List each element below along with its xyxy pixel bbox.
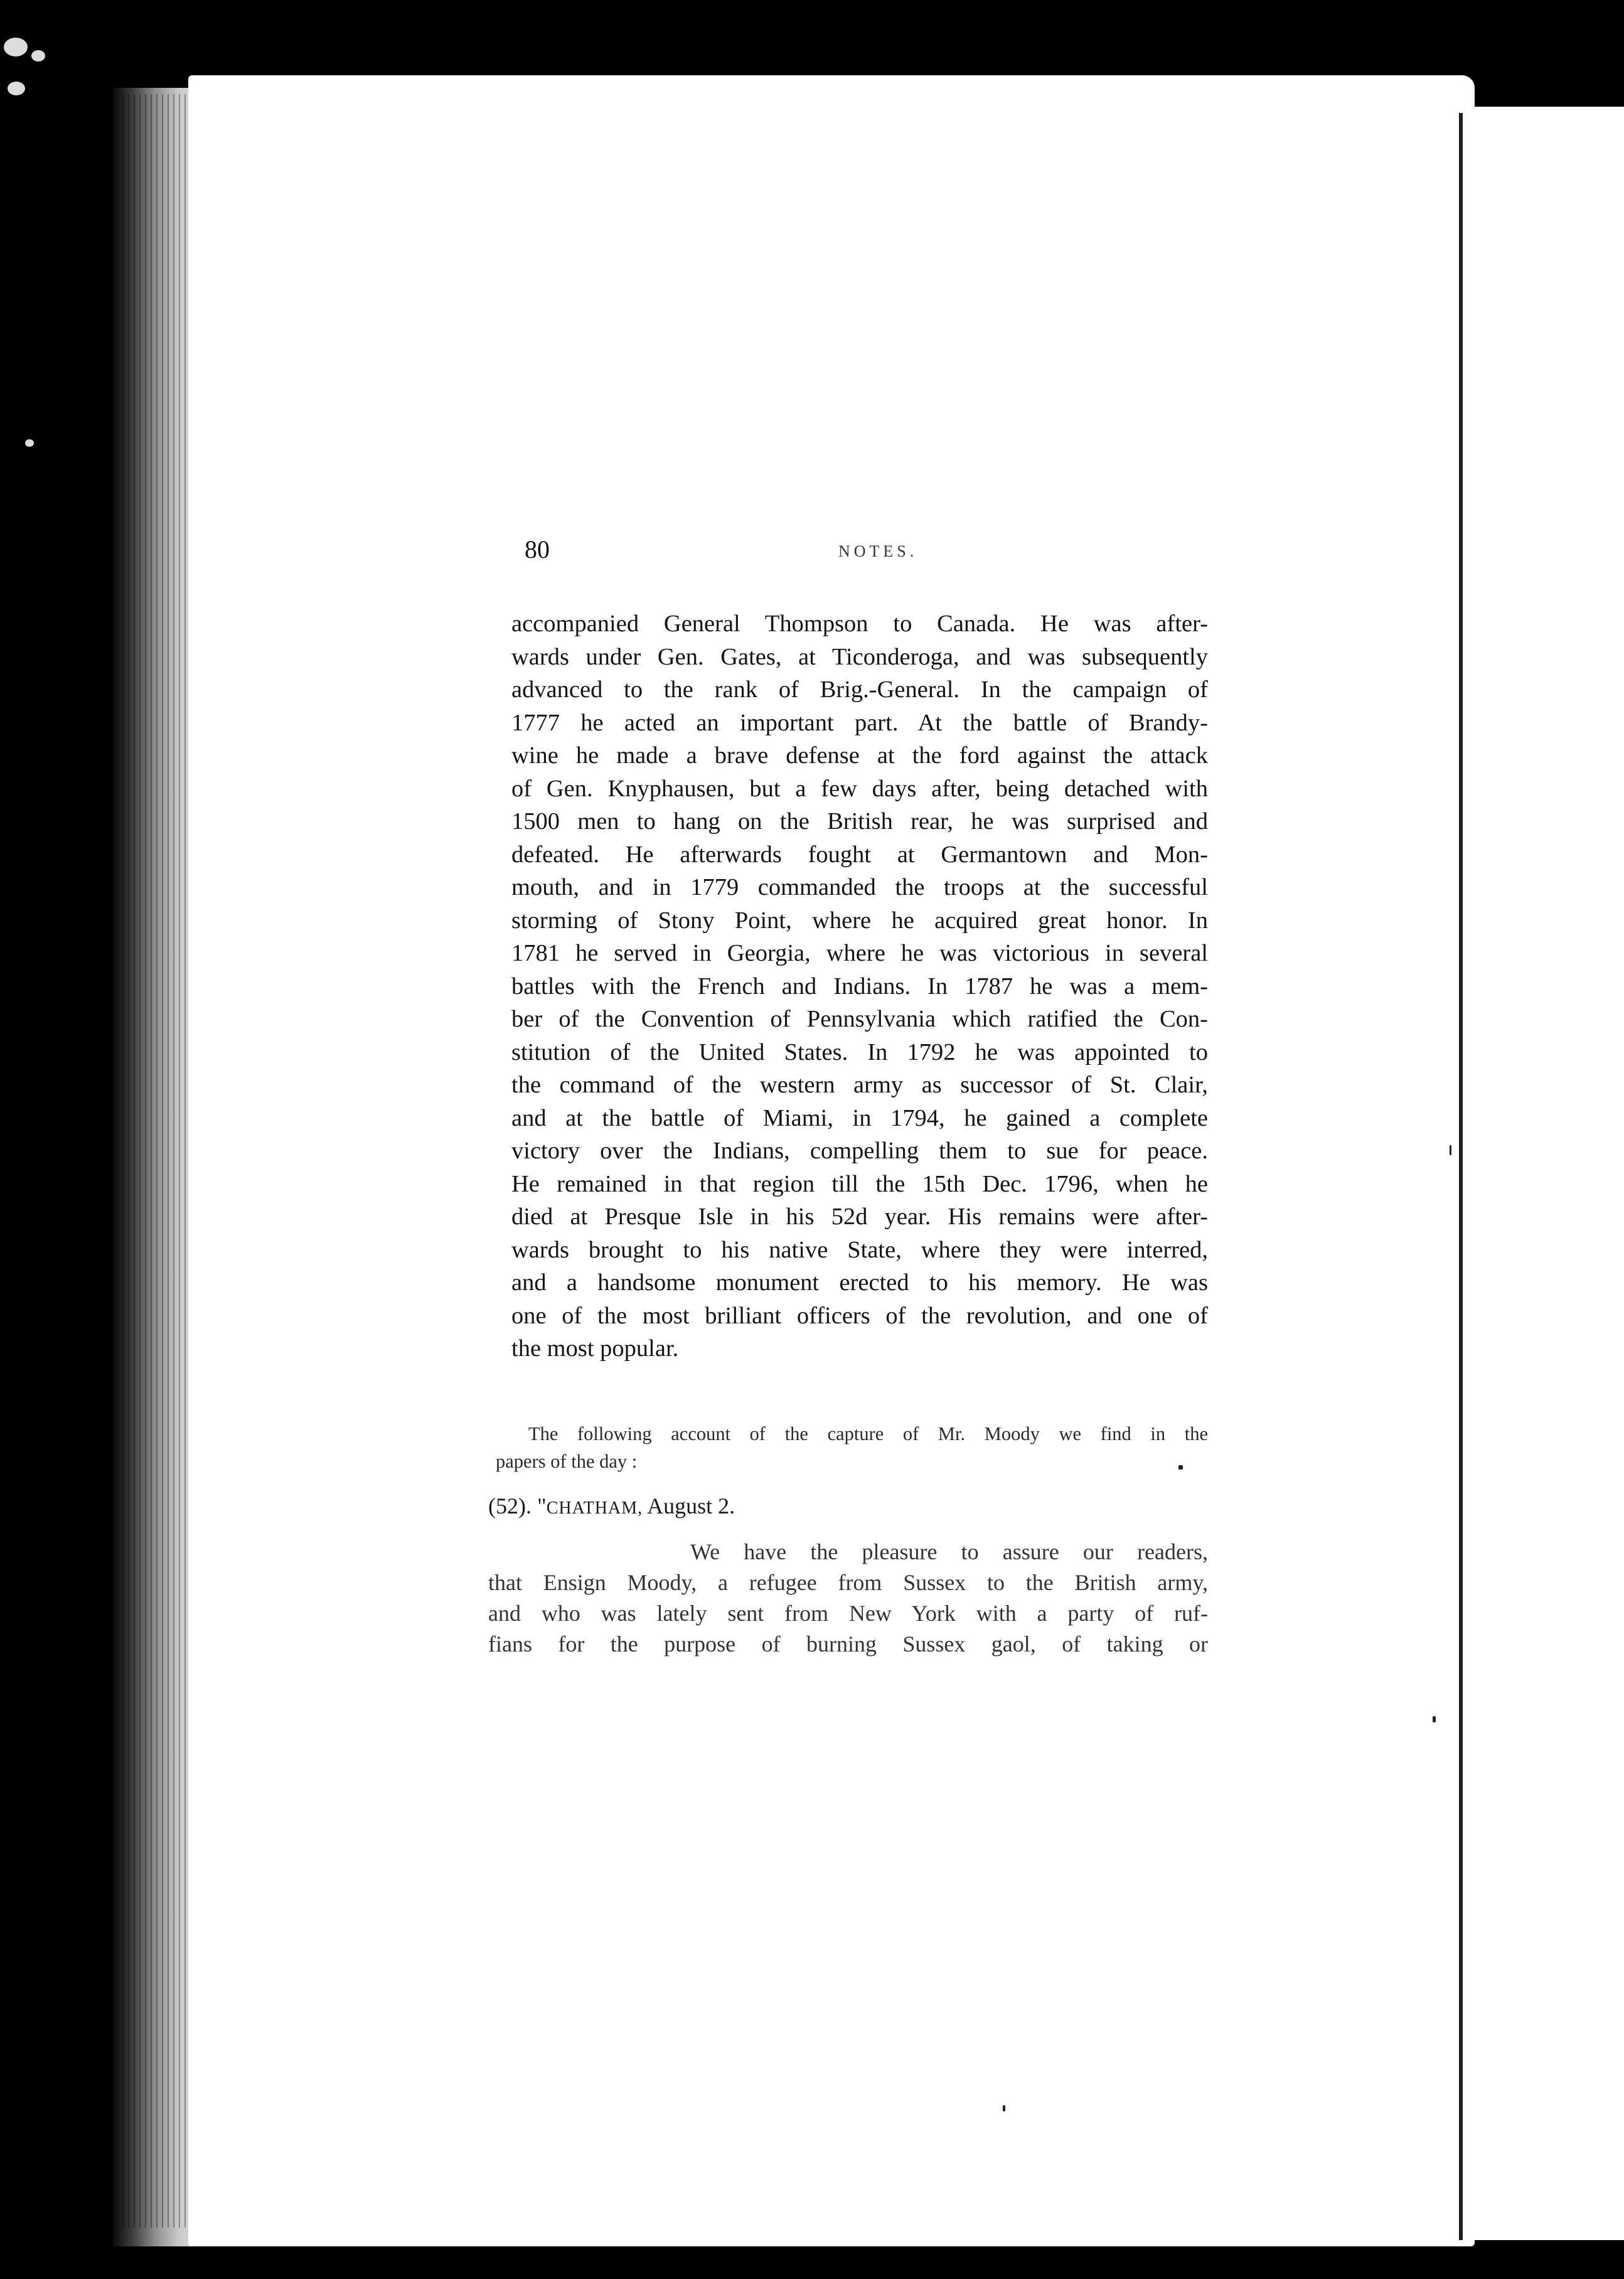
text-line: ber of the Convention of Pennsylvania which ratified the Con-	[511, 1006, 1208, 1032]
text-line: the command of the western army as successor of St. Clair,	[511, 1072, 1208, 1098]
intro-paragraph	[496, 1420, 1208, 1475]
dust-speck	[25, 439, 34, 447]
text-line: 1500 men to hang on the British rear, he was surprised and	[511, 808, 1208, 835]
page-header	[525, 535, 1209, 566]
text-line: and a handsome monument erected to his memory. He was	[511, 1269, 1208, 1296]
quote-line: and who was lately sent from New York with a party of ruf-	[488, 1601, 1208, 1626]
text-line: one of the most brilliant officers of the revolution, and one of	[511, 1302, 1208, 1329]
leaf-edge-shadow	[1459, 113, 1463, 2240]
text-line: wards brought to his native State, where they were interred,	[511, 1236, 1208, 1263]
quote-line: fians for the purpose of burning Sussex gaol, of taking or	[488, 1631, 1208, 1657]
text-line: accompanied General Thompson to Canada. He was after-	[511, 611, 1208, 637]
dust-speck	[4, 38, 28, 56]
quote-line: that Ensign Moody, a refugee from Sussex to the British army,	[488, 1570, 1208, 1595]
text-line: wards under Gen. Gates, at Ticonderoga, and was subsequently	[511, 643, 1208, 670]
ink-mark	[1433, 1716, 1436, 1722]
quote-dateline	[488, 1493, 735, 1519]
ink-mark	[1178, 1465, 1183, 1470]
text-line: of Gen. Knyphausen, but a few days after, being detached with	[511, 775, 1208, 802]
ink-mark	[1003, 2105, 1005, 2111]
text-line: mouth, and in 1779 commanded the troops at the successful	[511, 874, 1208, 900]
text-line: He remained in that region till the 15th Dec. 1796, when he	[511, 1170, 1208, 1197]
text-line: storming of Stony Point, where he acquired great honor. In	[511, 907, 1208, 934]
text-line: 1781 he served in Georgia, where he was victorious in several	[511, 940, 1208, 966]
text-line: victory over the Indians, compelling them to sue for peace.	[511, 1138, 1208, 1164]
dust-speck	[8, 82, 25, 95]
open-quote-mark: "	[537, 1493, 547, 1518]
quote-line: We have the pleasure to assure our readers,	[690, 1539, 1208, 1564]
text-line: died at Presque Isle in his 52d year. His remains were after-	[511, 1204, 1208, 1230]
notes-body-text	[511, 607, 1208, 1365]
text-line: defeated. He afterwards fought at Germantown and Mon-	[511, 841, 1208, 868]
intro-line: The following account of the capture of Mr. Moody we find in the	[528, 1423, 1208, 1444]
note-number: (52).	[488, 1493, 532, 1518]
text-line: and at the battle of Miami, in 1794, he gained a complete	[511, 1104, 1208, 1131]
running-head: NOTES.	[838, 542, 918, 560]
text-line: stitution of the United States. In 1792 he was appointed to	[511, 1038, 1208, 1065]
dust-speck	[31, 50, 45, 61]
text-line: battles with the French and Indians. In 1787 he was a mem-	[511, 973, 1208, 1000]
dateline-place: CHATHAM,	[546, 1498, 643, 1518]
ink-mark	[1450, 1145, 1451, 1155]
page-number: 80	[525, 535, 550, 563]
text-line: the most popular.	[511, 1335, 679, 1362]
dateline-date: August 2.	[647, 1493, 735, 1518]
text-line: advanced to the rank of Brig.-General. In the campaign of	[511, 676, 1208, 703]
text-line: wine he made a brave defense at the ford against the attack	[511, 742, 1208, 769]
quoted-newspaper-text	[488, 1537, 1208, 1660]
text-line: 1777 he acted an important part. At the battle of Brandy-	[511, 709, 1208, 736]
intro-line: papers of the day :	[496, 1451, 638, 1472]
right-facing-leaf	[1443, 107, 1624, 2240]
